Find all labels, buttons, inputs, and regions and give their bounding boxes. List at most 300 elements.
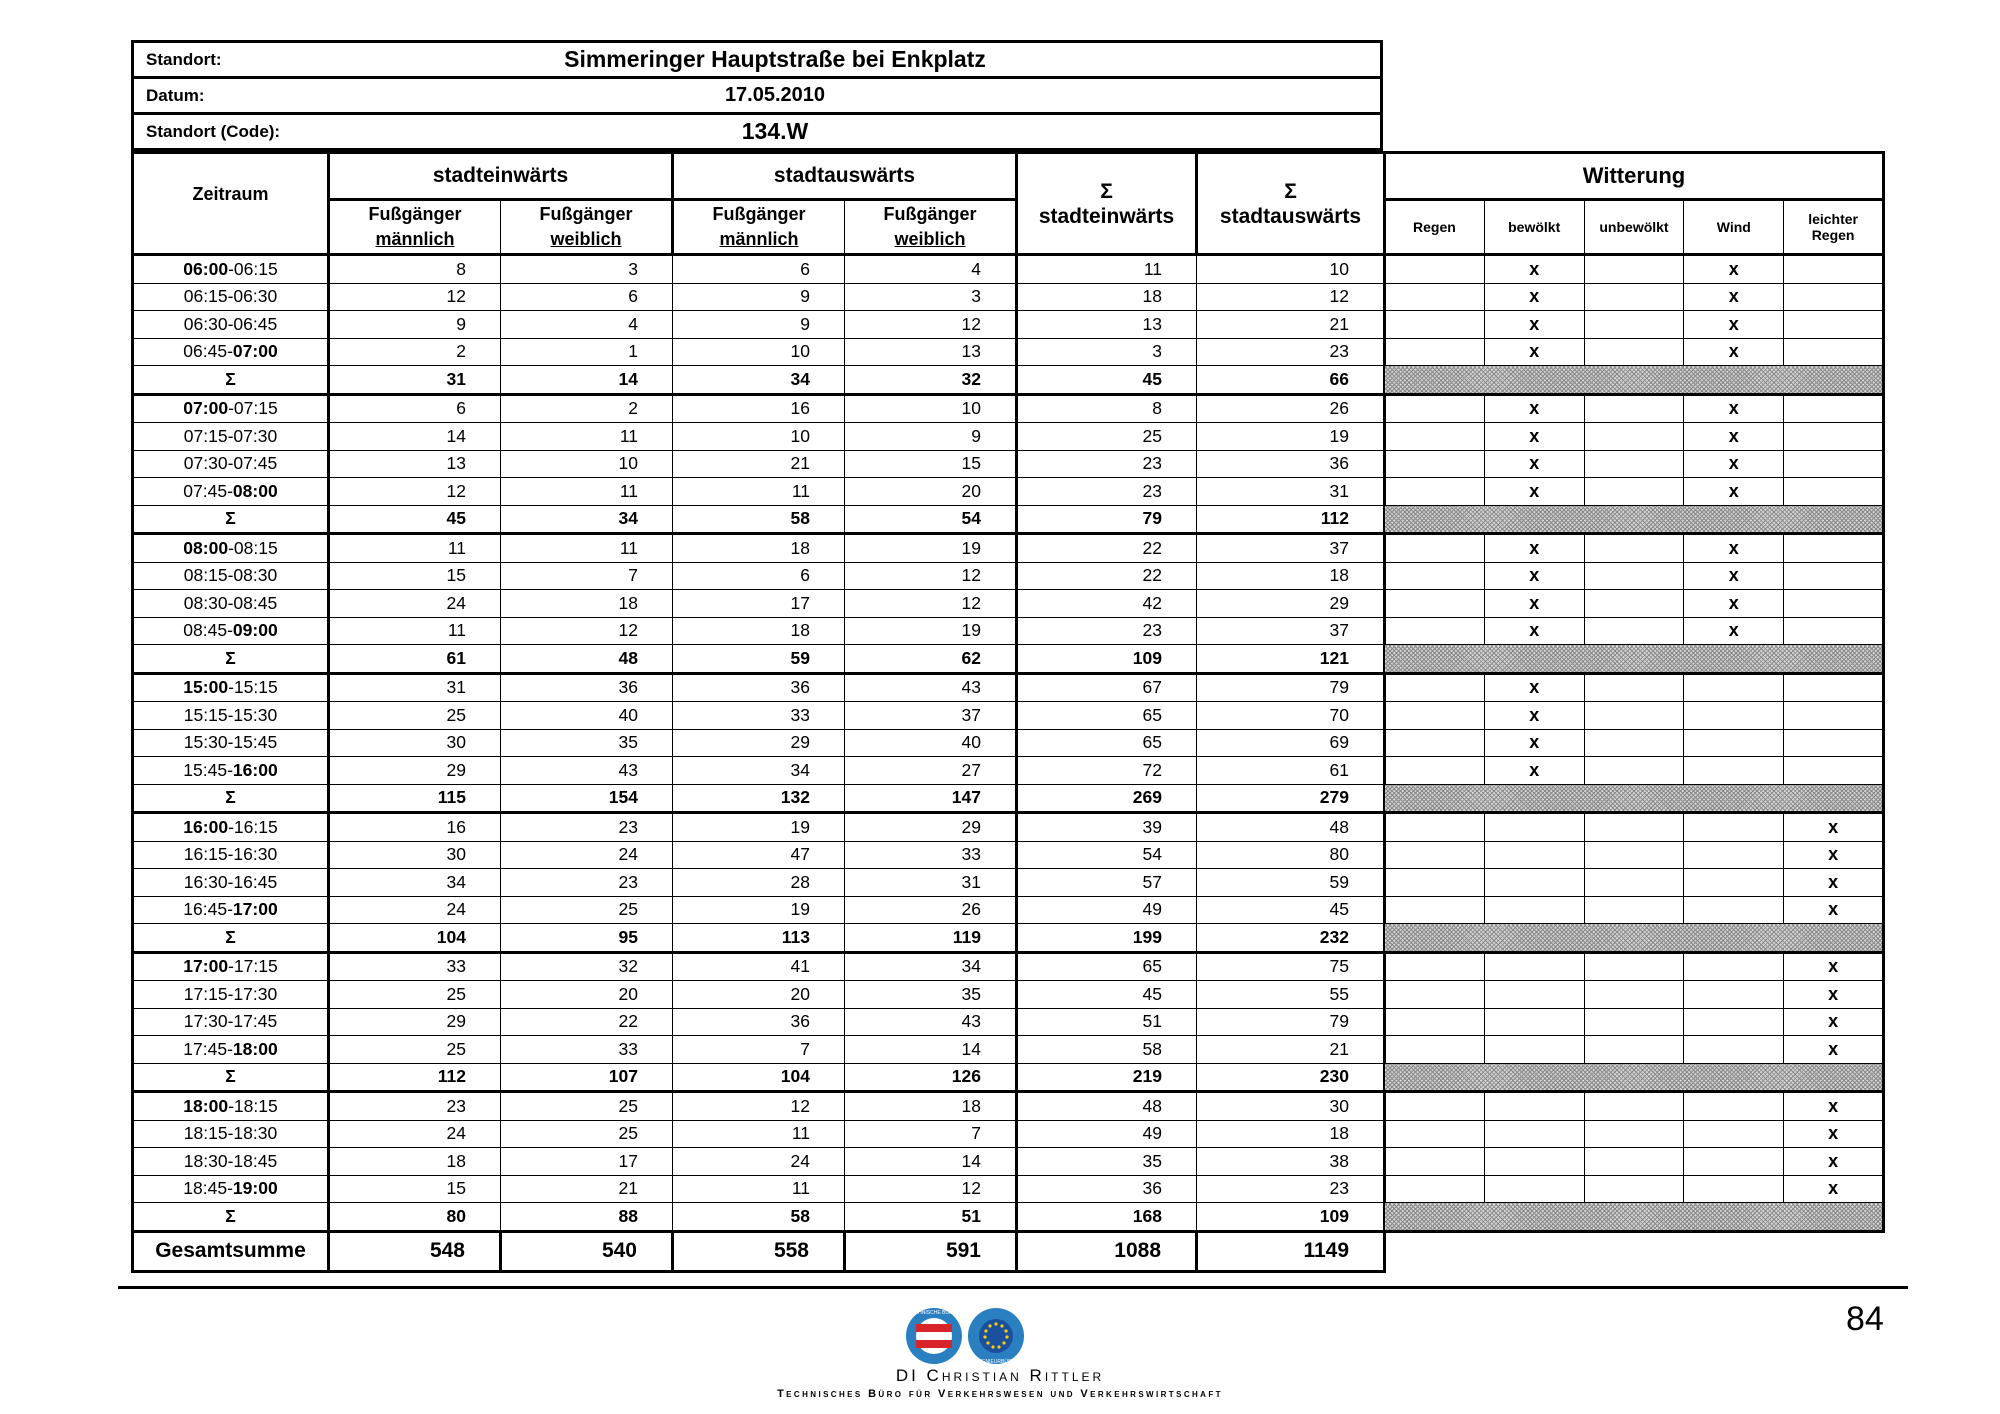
weather-cell: x bbox=[1784, 841, 1884, 869]
count-cell: 23 bbox=[1197, 1175, 1385, 1203]
standort-label: Standort: bbox=[133, 42, 419, 78]
count-cell: 27 bbox=[845, 757, 1017, 785]
count-cell: 35 bbox=[501, 729, 673, 757]
count-cell: 23 bbox=[1197, 338, 1385, 366]
weather-subtotal-row bbox=[1385, 366, 1884, 395]
weather-cell bbox=[1584, 757, 1684, 785]
count-cell: 15 bbox=[329, 562, 501, 590]
count-cell: 51 bbox=[1017, 1008, 1197, 1036]
subtotal-cell: 219 bbox=[1017, 1063, 1197, 1092]
count-cell: 25 bbox=[329, 981, 501, 1009]
weather-cell bbox=[1784, 338, 1884, 366]
weather-cell bbox=[1385, 590, 1485, 618]
count-cell: 25 bbox=[329, 1036, 501, 1064]
subtotal-cell: 154 bbox=[501, 784, 673, 813]
table-row bbox=[133, 590, 1385, 618]
weather-cell bbox=[1784, 311, 1884, 339]
count-cell: 14 bbox=[329, 423, 501, 451]
count-cell: 28 bbox=[673, 869, 845, 897]
stadteinwaerts-header: stadteinwärts bbox=[329, 153, 673, 200]
weather-cell bbox=[1784, 394, 1884, 423]
count-cell: 21 bbox=[1197, 1036, 1385, 1064]
footer-rule bbox=[118, 1286, 1908, 1289]
weather-cell bbox=[1584, 311, 1684, 339]
subtotal-row bbox=[133, 924, 1385, 953]
table-row bbox=[133, 394, 1385, 423]
table-row bbox=[133, 757, 1385, 785]
table-row bbox=[133, 534, 1385, 563]
time-cell: 07:30-07:45 bbox=[133, 450, 329, 478]
table-row bbox=[133, 255, 1385, 284]
subtotal-cell: 80 bbox=[329, 1203, 501, 1232]
subtotal-row bbox=[133, 1063, 1385, 1092]
count-cell: 7 bbox=[845, 1120, 1017, 1148]
svg-text:TECHNISCHE BÜROS: TECHNISCHE BÜROS bbox=[908, 1310, 960, 1316]
count-cell: 4 bbox=[845, 255, 1017, 284]
count-cell: 18 bbox=[1017, 283, 1197, 311]
count-cell: 37 bbox=[845, 702, 1017, 730]
count-cell: 35 bbox=[1017, 1148, 1197, 1176]
weather-cell bbox=[1684, 673, 1784, 702]
weather-cell bbox=[1684, 1148, 1784, 1176]
count-cell: 11 bbox=[501, 423, 673, 451]
weather-cell bbox=[1385, 673, 1485, 702]
weather-cell bbox=[1584, 729, 1684, 757]
subtotal-cell: 104 bbox=[329, 924, 501, 953]
count-cell: 25 bbox=[501, 1120, 673, 1148]
weather-cell bbox=[1584, 423, 1684, 451]
count-cell: 3 bbox=[845, 283, 1017, 311]
weather-cell bbox=[1684, 1036, 1784, 1064]
count-cell: 2 bbox=[329, 338, 501, 366]
count-cell: 18 bbox=[673, 617, 845, 645]
count-cell: 19 bbox=[1197, 423, 1385, 451]
table-row bbox=[133, 1175, 1385, 1203]
count-cell: 41 bbox=[673, 952, 845, 981]
weather-cell: x bbox=[1784, 981, 1884, 1009]
time-cell: 17:45-18:00 bbox=[133, 1036, 329, 1064]
weather-cell bbox=[1484, 1175, 1584, 1203]
count-cell: 31 bbox=[1197, 478, 1385, 506]
sigma-symbol: Σ bbox=[133, 924, 329, 953]
subtotal-row bbox=[133, 505, 1385, 534]
count-cell: 55 bbox=[1197, 981, 1385, 1009]
weather-row bbox=[1385, 423, 1884, 451]
weather-cell bbox=[1385, 1175, 1485, 1203]
count-cell: 23 bbox=[329, 1092, 501, 1121]
weather-row bbox=[1385, 869, 1884, 897]
count-cell: 12 bbox=[329, 283, 501, 311]
hatched-cell bbox=[1385, 924, 1884, 953]
weather-subtotal-row bbox=[1385, 645, 1884, 674]
count-cell: 11 bbox=[329, 617, 501, 645]
count-cell: 10 bbox=[845, 394, 1017, 423]
stadtauswaerts-header: stadtauswärts bbox=[673, 153, 1017, 200]
time-cell: 06:00-06:15 bbox=[133, 255, 329, 284]
weather-cell: x bbox=[1684, 450, 1784, 478]
count-cell: 72 bbox=[1017, 757, 1197, 785]
count-cell: 26 bbox=[1197, 394, 1385, 423]
sigma-symbol: Σ bbox=[133, 505, 329, 534]
time-cell: 08:15-08:30 bbox=[133, 562, 329, 590]
count-cell: 11 bbox=[501, 534, 673, 563]
weather-cell bbox=[1385, 617, 1485, 645]
weather-cell bbox=[1784, 617, 1884, 645]
weather-cell: x bbox=[1784, 869, 1884, 897]
weather-cell: x bbox=[1684, 562, 1784, 590]
count-cell: 65 bbox=[1017, 702, 1197, 730]
time-cell: 17:30-17:45 bbox=[133, 1008, 329, 1036]
weather-cell: x bbox=[1484, 283, 1584, 311]
weather-cell bbox=[1484, 841, 1584, 869]
count-cell: 65 bbox=[1017, 952, 1197, 981]
count-cell: 14 bbox=[845, 1036, 1017, 1064]
weather-cell: x bbox=[1684, 478, 1784, 506]
count-cell: 6 bbox=[329, 394, 501, 423]
count-cell: 7 bbox=[673, 1036, 845, 1064]
time-cell: 06:15-06:30 bbox=[133, 283, 329, 311]
count-cell: 19 bbox=[845, 617, 1017, 645]
time-cell: 07:45-08:00 bbox=[133, 478, 329, 506]
table-row bbox=[133, 283, 1385, 311]
time-cell: 15:45-16:00 bbox=[133, 757, 329, 785]
subtotal-cell: 58 bbox=[673, 1203, 845, 1232]
subtotal-row bbox=[133, 645, 1385, 674]
count-cell: 17 bbox=[501, 1148, 673, 1176]
subtotal-cell: 104 bbox=[673, 1063, 845, 1092]
weather-cell: x bbox=[1684, 590, 1784, 618]
weather-cell bbox=[1784, 255, 1884, 284]
weather-cell bbox=[1584, 981, 1684, 1009]
weather-cell bbox=[1684, 1008, 1784, 1036]
ein-weiblich-header: Fußgänger weiblich bbox=[501, 200, 673, 255]
count-cell: 18 bbox=[501, 590, 673, 618]
time-cell: 08:30-08:45 bbox=[133, 590, 329, 618]
company-name: DI Christian Rittler bbox=[895, 1366, 1105, 1385]
count-cell: 11 bbox=[673, 1175, 845, 1203]
weather-cell bbox=[1584, 896, 1684, 924]
count-cell: 36 bbox=[1017, 1175, 1197, 1203]
subtotal-cell: 109 bbox=[1017, 645, 1197, 674]
table-row bbox=[133, 338, 1385, 366]
weather-cell bbox=[1385, 981, 1485, 1009]
time-cell: 16:00-16:15 bbox=[133, 813, 329, 842]
subtotal-cell: 269 bbox=[1017, 784, 1197, 813]
count-cell: 24 bbox=[329, 896, 501, 924]
weather-cell bbox=[1784, 590, 1884, 618]
weather-cell: x bbox=[1484, 534, 1584, 563]
weather-cell bbox=[1484, 1092, 1584, 1121]
wind-header: Wind bbox=[1684, 200, 1784, 255]
table-row bbox=[133, 617, 1385, 645]
count-cell: 43 bbox=[501, 757, 673, 785]
weather-cell bbox=[1385, 255, 1485, 284]
subtotal-cell: 230 bbox=[1197, 1063, 1385, 1092]
weather-cell bbox=[1385, 757, 1485, 785]
weather-cell bbox=[1385, 534, 1485, 563]
weather-cell bbox=[1684, 896, 1784, 924]
count-cell: 36 bbox=[673, 673, 845, 702]
count-cell: 34 bbox=[845, 952, 1017, 981]
subtotal-cell: 232 bbox=[1197, 924, 1385, 953]
weather-cell: x bbox=[1484, 590, 1584, 618]
weather-row bbox=[1385, 702, 1884, 730]
weather-row bbox=[1385, 311, 1884, 339]
regen-header: Regen bbox=[1385, 200, 1485, 255]
total-cell: 540 bbox=[501, 1231, 673, 1271]
time-cell: 18:30-18:45 bbox=[133, 1148, 329, 1176]
weather-row bbox=[1385, 617, 1884, 645]
sum-aus-label: stadtauswärts bbox=[1219, 204, 1362, 228]
subtotal-cell: 95 bbox=[501, 924, 673, 953]
leichter-regen-header: leichter Regen bbox=[1784, 200, 1884, 255]
count-cell: 13 bbox=[845, 338, 1017, 366]
count-cell: 57 bbox=[1017, 869, 1197, 897]
weather-cell bbox=[1584, 1008, 1684, 1036]
count-cell: 18 bbox=[329, 1148, 501, 1176]
table-row bbox=[133, 896, 1385, 924]
weather-row bbox=[1385, 478, 1884, 506]
weather-row bbox=[1385, 1120, 1884, 1148]
time-cell: 07:15-07:30 bbox=[133, 423, 329, 451]
sigma-symbol: Σ bbox=[1284, 179, 1297, 203]
weather-cell bbox=[1385, 311, 1485, 339]
count-cell: 30 bbox=[1197, 1092, 1385, 1121]
weather-cell: x bbox=[1784, 813, 1884, 842]
count-cell: 58 bbox=[1017, 1036, 1197, 1064]
weather-subtotal-row bbox=[1385, 1063, 1884, 1092]
table-row bbox=[133, 673, 1385, 702]
table-row bbox=[133, 1120, 1385, 1148]
table-row bbox=[133, 1092, 1385, 1121]
subtotal-row bbox=[133, 1203, 1385, 1232]
weather-cell bbox=[1484, 1148, 1584, 1176]
count-cell: 12 bbox=[845, 562, 1017, 590]
count-cell: 33 bbox=[845, 841, 1017, 869]
count-cell: 24 bbox=[329, 590, 501, 618]
count-cell: 29 bbox=[329, 757, 501, 785]
weather-subtotal-row bbox=[1385, 784, 1884, 813]
total-row bbox=[133, 1231, 1385, 1271]
count-cell: 16 bbox=[329, 813, 501, 842]
sigma-symbol: Σ bbox=[133, 366, 329, 395]
weather-cell bbox=[1484, 896, 1584, 924]
count-cell: 20 bbox=[501, 981, 673, 1009]
count-cell: 33 bbox=[501, 1036, 673, 1064]
weather-cell: x bbox=[1484, 562, 1584, 590]
gesamtsumme-label: Gesamtsumme bbox=[133, 1231, 329, 1271]
subtotal-cell: 32 bbox=[845, 366, 1017, 395]
subtotal-cell: 62 bbox=[845, 645, 1017, 674]
count-cell: 11 bbox=[501, 478, 673, 506]
weather-cell bbox=[1584, 255, 1684, 284]
weather-cell bbox=[1684, 1092, 1784, 1121]
subtotal-cell: 61 bbox=[329, 645, 501, 674]
count-cell: 48 bbox=[1197, 813, 1385, 842]
weather-row bbox=[1385, 673, 1884, 702]
weather-cell bbox=[1784, 478, 1884, 506]
count-cell: 42 bbox=[1017, 590, 1197, 618]
weather-row bbox=[1385, 394, 1884, 423]
count-cell: 22 bbox=[1017, 562, 1197, 590]
count-cell: 12 bbox=[845, 311, 1017, 339]
subtotal-cell: 112 bbox=[1197, 505, 1385, 534]
weather-table bbox=[1383, 151, 1885, 1233]
weather-cell bbox=[1584, 562, 1684, 590]
count-cell: 22 bbox=[1017, 534, 1197, 563]
time-cell: 06:45-07:00 bbox=[133, 338, 329, 366]
subtotal-cell: 279 bbox=[1197, 784, 1385, 813]
weather-cell: x bbox=[1484, 617, 1584, 645]
bewoelkt-header: bewölkt bbox=[1484, 200, 1584, 255]
count-cell: 6 bbox=[673, 562, 845, 590]
weather-cell: x bbox=[1684, 394, 1784, 423]
weather-cell bbox=[1584, 813, 1684, 842]
table-row bbox=[133, 1036, 1385, 1064]
count-cell: 24 bbox=[501, 841, 673, 869]
weather-cell bbox=[1684, 757, 1784, 785]
weather-cell bbox=[1385, 841, 1485, 869]
time-cell: 07:00-07:15 bbox=[133, 394, 329, 423]
hatched-cell bbox=[1385, 784, 1884, 813]
weather-row bbox=[1385, 981, 1884, 1009]
count-cell: 13 bbox=[329, 450, 501, 478]
count-cell: 10 bbox=[501, 450, 673, 478]
count-cell: 9 bbox=[329, 311, 501, 339]
weather-cell bbox=[1584, 478, 1684, 506]
weather-cell: x bbox=[1684, 255, 1784, 284]
weather-cell bbox=[1385, 896, 1485, 924]
count-cell: 30 bbox=[329, 841, 501, 869]
subtotal-row bbox=[133, 784, 1385, 813]
count-cell: 3 bbox=[1017, 338, 1197, 366]
subtotal-cell: 31 bbox=[329, 366, 501, 395]
count-cell: 36 bbox=[673, 1008, 845, 1036]
table-row bbox=[133, 562, 1385, 590]
count-cell: 11 bbox=[673, 1120, 845, 1148]
code-value: 134.W bbox=[418, 114, 1382, 150]
subtotal-cell: 119 bbox=[845, 924, 1017, 953]
weather-cell bbox=[1484, 981, 1584, 1009]
subtotal-cell: 34 bbox=[673, 366, 845, 395]
count-cell: 29 bbox=[329, 1008, 501, 1036]
count-cell: 21 bbox=[501, 1175, 673, 1203]
time-cell: 08:00-08:15 bbox=[133, 534, 329, 563]
weather-cell bbox=[1385, 478, 1485, 506]
weather-cell bbox=[1385, 450, 1485, 478]
sum-ein-header bbox=[1017, 153, 1197, 255]
weather-cell: x bbox=[1684, 283, 1784, 311]
weather-cell bbox=[1784, 450, 1884, 478]
count-cell: 14 bbox=[845, 1148, 1017, 1176]
weather-row bbox=[1385, 729, 1884, 757]
zeitraum-header: Zeitraum bbox=[133, 153, 329, 255]
weather-cell bbox=[1784, 562, 1884, 590]
weather-cell bbox=[1385, 394, 1485, 423]
weather-cell bbox=[1584, 1120, 1684, 1148]
subtotal-cell: 147 bbox=[845, 784, 1017, 813]
weather-cell bbox=[1584, 394, 1684, 423]
subtotal-cell: 58 bbox=[673, 505, 845, 534]
count-cell: 11 bbox=[329, 534, 501, 563]
count-cell: 25 bbox=[501, 896, 673, 924]
count-cell: 12 bbox=[501, 617, 673, 645]
count-cell: 18 bbox=[673, 534, 845, 563]
weather-cell: x bbox=[1484, 673, 1584, 702]
count-cell: 47 bbox=[673, 841, 845, 869]
weather-cell: x bbox=[1684, 534, 1784, 563]
count-cell: 80 bbox=[1197, 841, 1385, 869]
weather-row bbox=[1385, 590, 1884, 618]
weather-cell bbox=[1684, 1175, 1784, 1203]
weather-cell bbox=[1584, 841, 1684, 869]
subtotal-cell: 51 bbox=[845, 1203, 1017, 1232]
count-cell: 49 bbox=[1017, 896, 1197, 924]
weather-row bbox=[1385, 1175, 1884, 1203]
weather-cell: x bbox=[1484, 702, 1584, 730]
count-cell: 8 bbox=[329, 255, 501, 284]
weather-row bbox=[1385, 338, 1884, 366]
weather-row bbox=[1385, 813, 1884, 842]
weather-cell bbox=[1385, 1092, 1485, 1121]
table-row bbox=[133, 311, 1385, 339]
sigma-symbol: Σ bbox=[133, 645, 329, 674]
table-row bbox=[133, 981, 1385, 1009]
weather-cell bbox=[1385, 729, 1485, 757]
weather-cell: x bbox=[1684, 617, 1784, 645]
weather-cell bbox=[1784, 423, 1884, 451]
subtotal-cell: 126 bbox=[845, 1063, 1017, 1092]
subtotal-cell: 66 bbox=[1197, 366, 1385, 395]
count-cell: 19 bbox=[673, 813, 845, 842]
weather-cell bbox=[1584, 450, 1684, 478]
subtotal-row bbox=[133, 366, 1385, 395]
time-cell: 17:00-17:15 bbox=[133, 952, 329, 981]
weather-cell: x bbox=[1484, 757, 1584, 785]
weather-subtotal-row bbox=[1385, 1203, 1884, 1232]
count-cell: 6 bbox=[501, 283, 673, 311]
table-row bbox=[133, 952, 1385, 981]
sigma-symbol: Σ bbox=[1100, 179, 1113, 203]
datum-label: Datum: bbox=[133, 78, 419, 114]
time-cell: 18:00-18:15 bbox=[133, 1092, 329, 1121]
table-row bbox=[133, 841, 1385, 869]
weather-cell: x bbox=[1784, 1092, 1884, 1121]
svg-text:INGENIEURBÜROS: INGENIEURBÜROS bbox=[973, 1359, 1019, 1365]
weather-cell bbox=[1385, 1036, 1485, 1064]
weather-cell bbox=[1684, 869, 1784, 897]
count-cell: 4 bbox=[501, 311, 673, 339]
weather-cell bbox=[1385, 283, 1485, 311]
count-cell: 67 bbox=[1017, 673, 1197, 702]
weather-row bbox=[1385, 562, 1884, 590]
weather-cell bbox=[1684, 813, 1784, 842]
weather-cell: x bbox=[1484, 311, 1584, 339]
count-cell: 24 bbox=[329, 1120, 501, 1148]
count-cell: 12 bbox=[1197, 283, 1385, 311]
table-row bbox=[133, 1148, 1385, 1176]
weather-row bbox=[1385, 896, 1884, 924]
count-cell: 23 bbox=[501, 869, 673, 897]
time-cell: 16:45-17:00 bbox=[133, 896, 329, 924]
count-cell: 36 bbox=[501, 673, 673, 702]
count-cell: 34 bbox=[329, 869, 501, 897]
weather-cell bbox=[1385, 1120, 1485, 1148]
weather-cell: x bbox=[1484, 423, 1584, 451]
total-cell: 591 bbox=[845, 1231, 1017, 1271]
weather-cell: x bbox=[1784, 1175, 1884, 1203]
table-row bbox=[133, 450, 1385, 478]
